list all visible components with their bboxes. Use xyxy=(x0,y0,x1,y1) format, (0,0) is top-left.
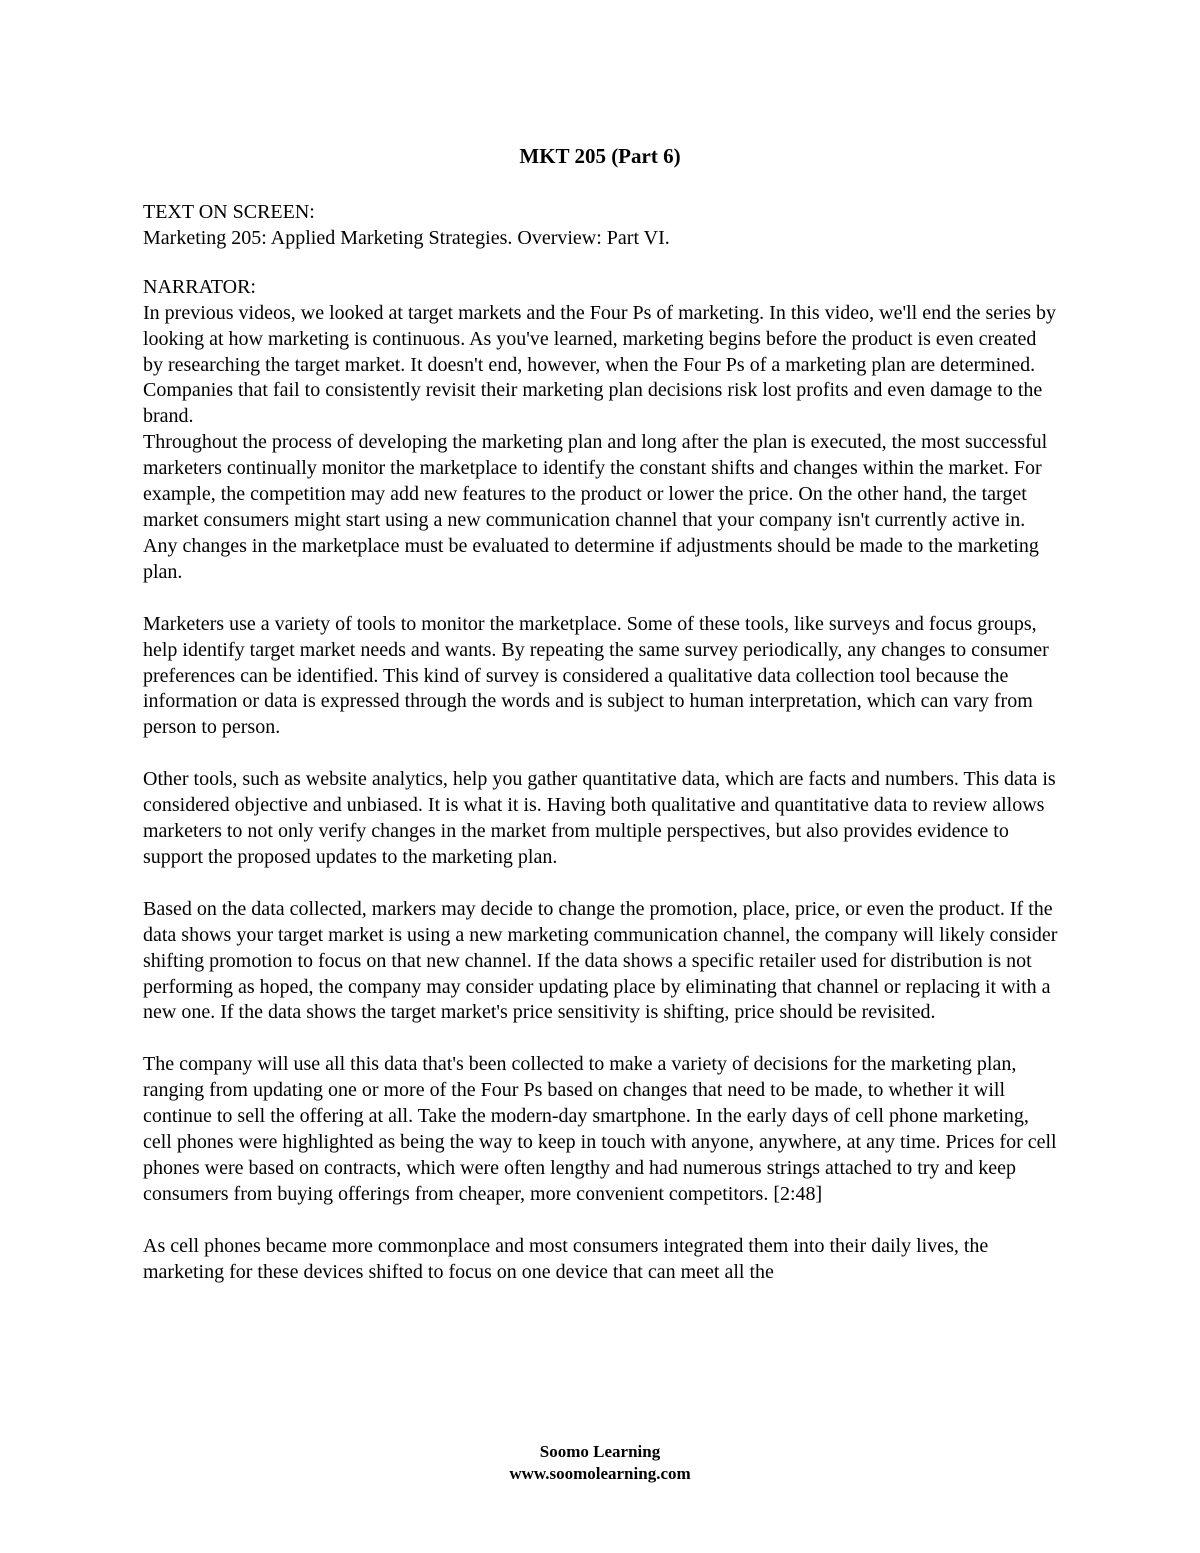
narration-paragraph: Other tools, such as website analytics, help you gather quantitative data, which are facts and numbers. This data is considered objective and unbiased. It is what it is. Having both qualitative and quantitative data to review allows marketers to not only verify changes in the market from multiple perspectives, but also provides evidence to support the proposed updates to the marketing plan. xyxy=(143,768,1056,868)
footer-company: Soomo Learning xyxy=(539,1442,661,1461)
narration-paragraph: The company will use all this data that's been collected to make a variety of decisions for the marketing plan, ranging from updating one or more of the Four Ps based on changes that need to be made, to whether it will continue to sell the offering at all. Take the modern-day smartphone. In the early days of cell phone marketing, cell phones were highlighted as being the way to keep in touch with anyone, anywhere, at any time. Prices for cell phones were based on contracts, which were often lengthy and had numerous strings attached to try and keep consumers from buying offerings from cheaper, more convenient competitors. [2:48] xyxy=(143,1053,1057,1205)
transcript-body xyxy=(143,200,1058,1286)
page-footer xyxy=(0,1441,1200,1485)
narration-paragraph: In previous videos, we looked at target markets and the Four Ps of marketing. In this video, we'll end the series by looking at how marketing is continuous. As you've learned, marketing begins before the product is even created by researching the target market. It doesn't end, however, when the Four Ps of a marketing plan are determined. Companies that fail to consistently revisit their marketing plan decisions risk lost profits and even damage to the brand. xyxy=(143,301,1057,428)
narration-paragraph: As cell phones became more commonplace and most consumers integrated them into their daily lives, the marketing for these devices shifted to focus on one device that can meet all the xyxy=(143,1234,989,1283)
narrator-label: NARRATOR: xyxy=(143,275,256,298)
screen-text-label: TEXT ON SCREEN: xyxy=(143,201,315,223)
screen-text-content: Marketing 205: Applied Marketing Strategies. Overview: Part VI. xyxy=(143,226,670,249)
narration-paragraph: Throughout the process of developing the marketing plan and long after the plan is executed, the most successful marketers continually monitor the marketplace to identify the constant shifts and changes within the market. For example, the competition may add new features to the product or lower the price. On the other hand, the target market consumers might start using a new communication channel that your company isn't currently active in. Any changes in the marketplace must be evaluated to determine if adjustments should be made to the marketing plan. xyxy=(143,431,1048,583)
footer-url: www.soomolearning.com xyxy=(509,1464,691,1483)
document-title: MKT 205 (Part 6) xyxy=(519,144,681,168)
narration-paragraph: Marketers use a variety of tools to monitor the marketplace. Some of these tools, like surveys and focus groups, help identify target market needs and wants. By repeating the same survey periodically, any changes to consumer preferences can be identified. This kind of survey is considered a qualitative data collection tool because the information or data is expressed through the words and is subject to human interpretation, which can vary from person to person. xyxy=(143,612,1049,739)
narration-paragraph: Based on the data collected, markers may decide to change the promotion, place, price, or even the product. If the data shows your target market is using a new marketing communication channel, the company will likely consider shifting promotion to focus on that new channel. If the data shows a specific retailer used for distribution is not performing as hoped, the company may consider updating place by eliminating that channel or replacing it with a new one. If the data shows the target market's price sensitivity is shifting, price should be revisited. xyxy=(143,897,1058,1024)
